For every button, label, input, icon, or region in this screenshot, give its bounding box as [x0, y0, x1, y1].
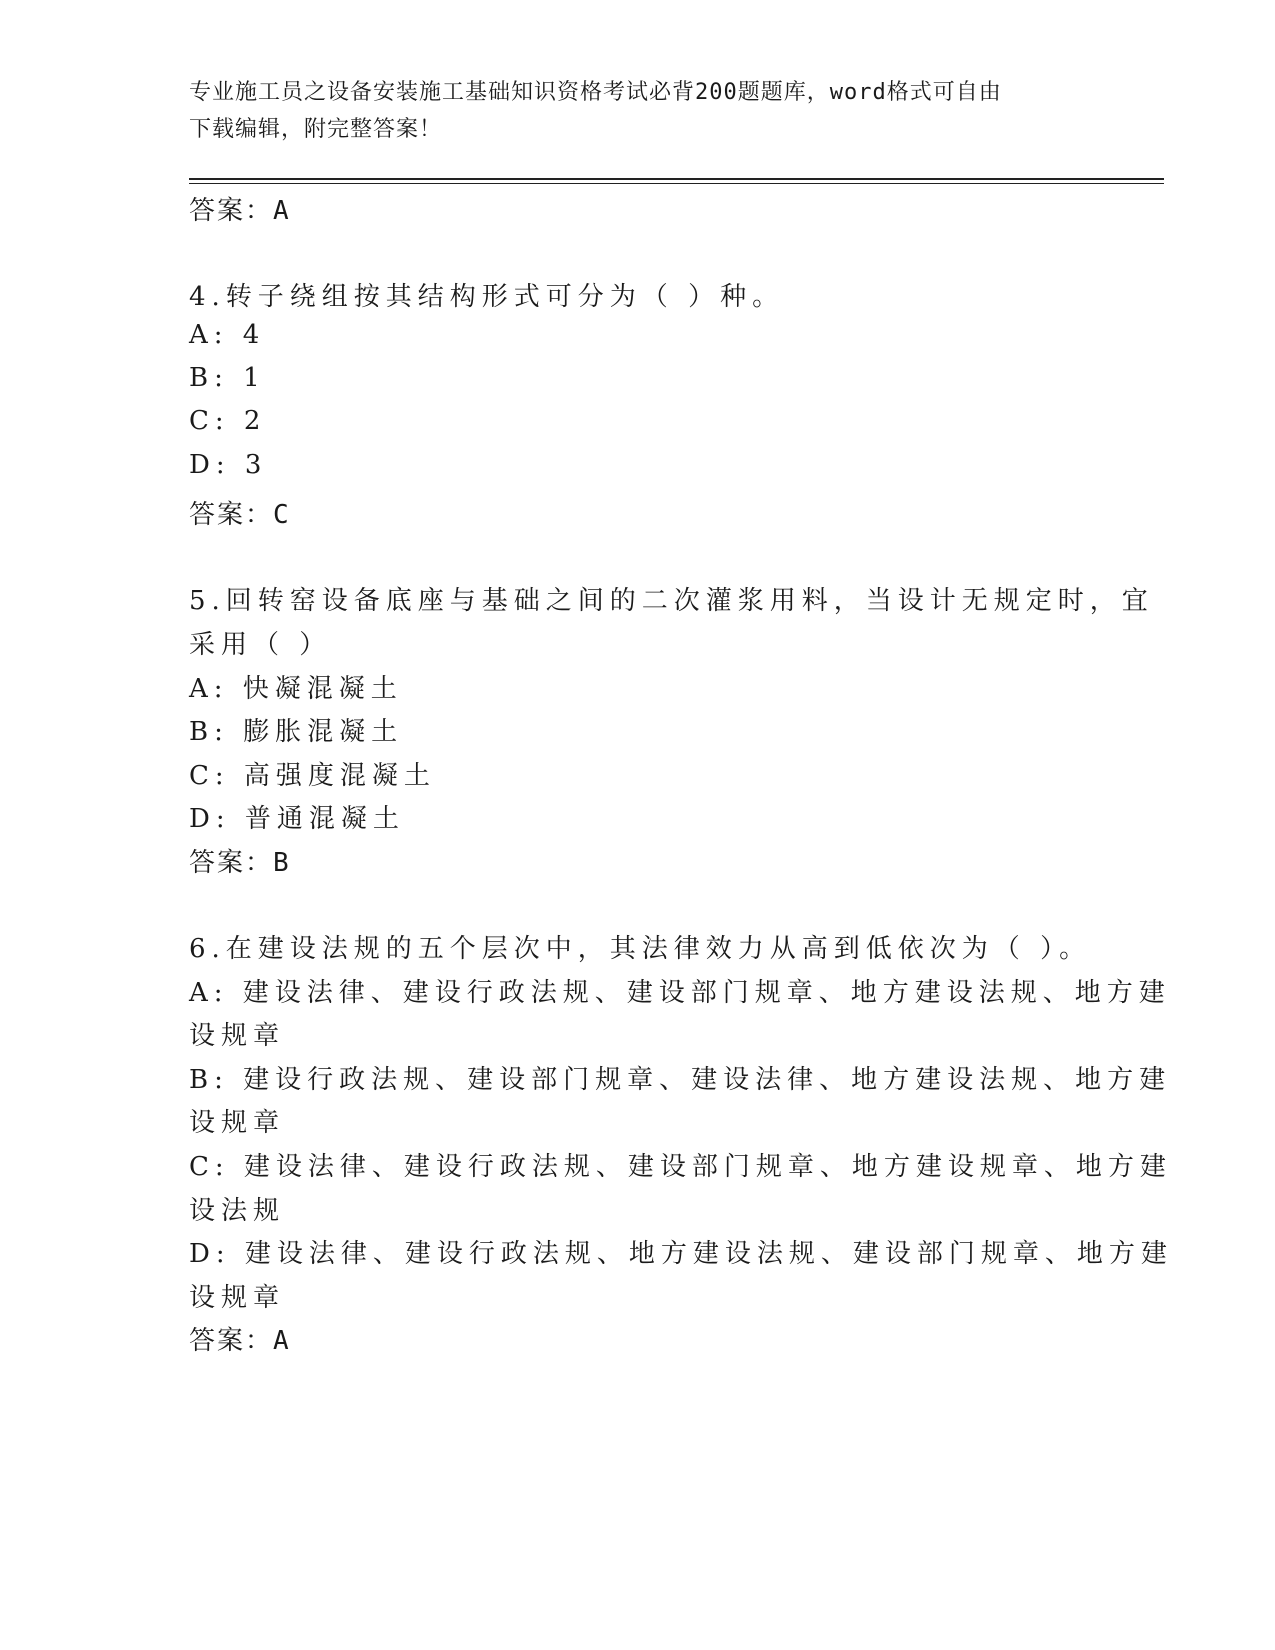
answer-value: A: [273, 1326, 289, 1356]
q5-stem-line-1: 5.回转窑设备底座与基础之间的二次灌浆用料，当设计无规定时，宜: [189, 586, 1154, 616]
q5-option-a: A: 快凝混凝土: [189, 674, 403, 704]
q5-stem-line-2: 采用（ ）: [189, 630, 332, 660]
q6-option-c: C: 建设法律、建设行政法规、建设部门规章、地方建设规章、地方建: [189, 1152, 1172, 1182]
document-header: [189, 74, 1089, 148]
answer-label: 答案：: [189, 500, 274, 530]
q4-answer: [189, 494, 289, 531]
q6-stem: 6.在建设法规的五个层次中，其法律效力从高到低依次为（ ）。: [189, 934, 1092, 964]
q5-option-c: C: 高强度混凝土: [189, 761, 436, 791]
header-divider-thin: [189, 183, 1164, 184]
answer-label: 答案：: [189, 196, 274, 226]
q4-option-c: C: 2: [189, 406, 267, 436]
q6-option-a: A: 建设法律、建设行政法规、建设部门规章、地方建设法规、地方建: [189, 978, 1171, 1008]
q4-stem: 4.转子绕组按其结构形式可分为（ ）种。: [189, 282, 785, 312]
q6-option-b: B: 建设行政法规、建设部门规章、建设法律、地方建设法规、地方建: [189, 1065, 1172, 1095]
q5-option-d: D: 普通混凝土: [189, 804, 405, 834]
q6-option-d-cont: 设规章: [189, 1283, 286, 1313]
header-divider-thick: [189, 178, 1164, 180]
q4-option-d: D: 3: [189, 450, 268, 480]
q6-option-a-cont: 设规章: [189, 1021, 286, 1051]
header-line-2: 下载编辑，附完整答案！: [189, 117, 443, 142]
q4-option-a: A: 4: [189, 320, 266, 350]
q6-answer: [189, 1320, 289, 1357]
answer-label: 答案：: [189, 1326, 274, 1356]
q4-option-b: B: 1: [189, 363, 266, 393]
answer-label: 答案：: [189, 848, 274, 878]
q5-option-b: B: 膨胀混凝土: [189, 717, 404, 747]
q6-option-b-cont: 设规章: [189, 1108, 286, 1138]
answer-value: B: [273, 848, 289, 878]
answer-value: A: [273, 196, 289, 226]
q6-option-c-cont: 设法规: [189, 1196, 286, 1226]
q6-option-d: D: 建设法律、建设行政法规、地方建设法规、建设部门规章、地方建: [189, 1239, 1173, 1269]
q5-answer: [189, 842, 289, 879]
header-line-1: 专业施工员之设备安装施工基础知识资格考试必背200题题库，word格式可自由: [189, 80, 1002, 105]
q3-answer: [189, 190, 289, 227]
answer-value: C: [273, 500, 289, 530]
